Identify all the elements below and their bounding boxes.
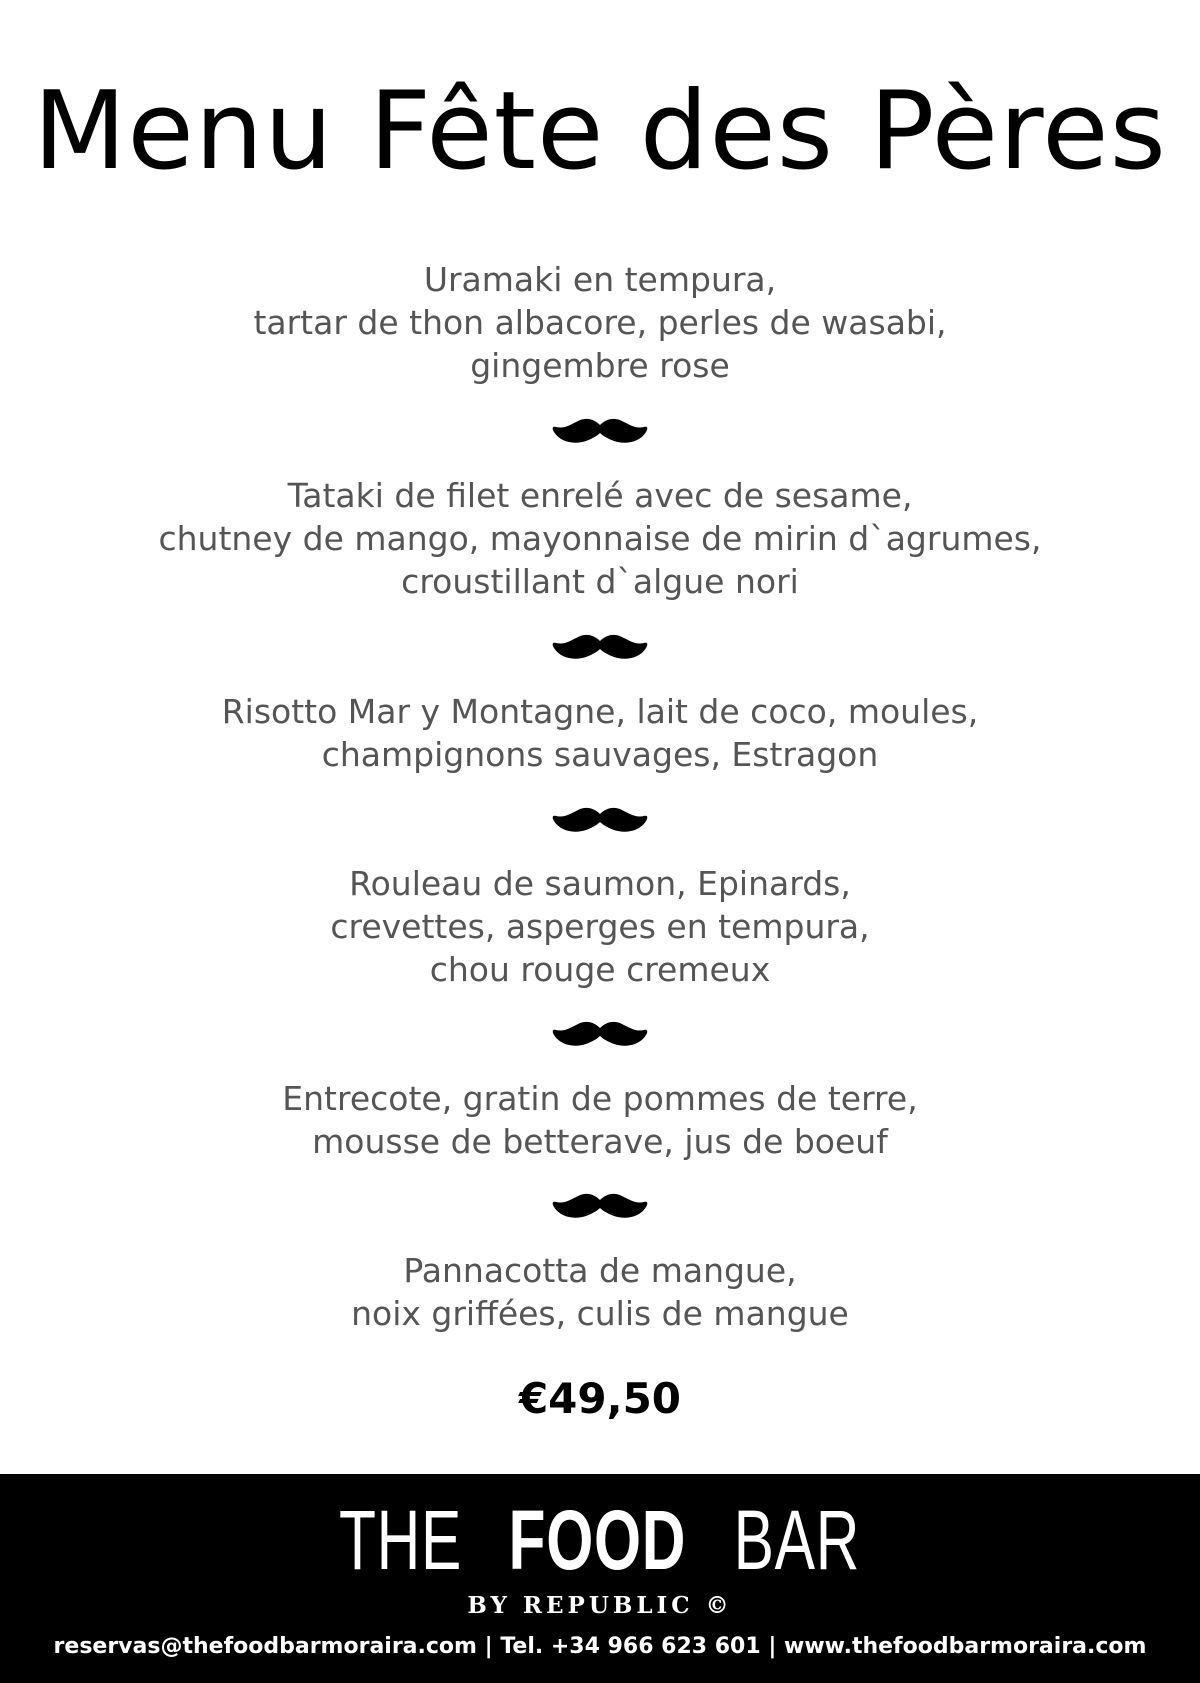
course-3 <box>0 690 1200 776</box>
brand-the: THE <box>338 1493 463 1587</box>
course-line: Risotto Mar y Montagne, lait de coco, moules, <box>221 692 979 731</box>
course-line: Pannacotta de mangue, <box>403 1251 797 1290</box>
course-line: crevettes, asperges en tempura, <box>330 907 870 946</box>
mustache-icon <box>552 1018 648 1050</box>
course-line: Entrecote, gratin de pommes de terre, <box>282 1079 918 1118</box>
course-6 <box>0 1249 1200 1335</box>
course-line: chou rouge cremeux <box>429 950 771 989</box>
course-4 <box>0 862 1200 991</box>
course-line: chutney de mango, mayonnaise de mirin d`agrumes, <box>158 519 1042 558</box>
contact-line: reservas@thefoodbarmoraira.com | Tel. +34 966 623 601 | www.thefoodbarmoraira.com <box>53 1634 1147 1659</box>
course-line: champignons sauvages, Estragon <box>321 735 879 774</box>
brand-logo <box>0 1493 1200 1587</box>
course-line: noix griffées, culis de mangue <box>351 1294 849 1333</box>
mustache-icon <box>552 631 648 663</box>
course-1 <box>0 258 1200 387</box>
price: €49,50 <box>518 1374 682 1423</box>
mustache-icon <box>552 804 648 836</box>
course-5 <box>0 1077 1200 1163</box>
menu-title: Menu Fête des Pères <box>33 69 1167 194</box>
course-line: mousse de betterave, jus de boeuf <box>312 1122 888 1161</box>
course-line: croustillant d`algue nori <box>401 562 799 601</box>
course-line: tartar de thon albacore, perles de wasabi, <box>253 303 947 342</box>
mustache-icon <box>552 415 648 447</box>
course-line: Uramaki en tempura, <box>423 260 777 299</box>
brand-food: FOOD <box>508 1493 687 1587</box>
brand-subtitle: BY REPUBLIC © <box>467 1592 733 1619</box>
footer <box>0 1474 1200 1683</box>
course-2 <box>0 474 1200 603</box>
brand-bar: BAR <box>733 1493 861 1587</box>
course-line: Tataki de filet enrelé avec de sesame, <box>287 476 913 515</box>
course-line: gingembre rose <box>470 346 730 385</box>
mustache-icon <box>552 1190 648 1222</box>
course-line: Rouleau de saumon, Epinards, <box>349 864 851 903</box>
